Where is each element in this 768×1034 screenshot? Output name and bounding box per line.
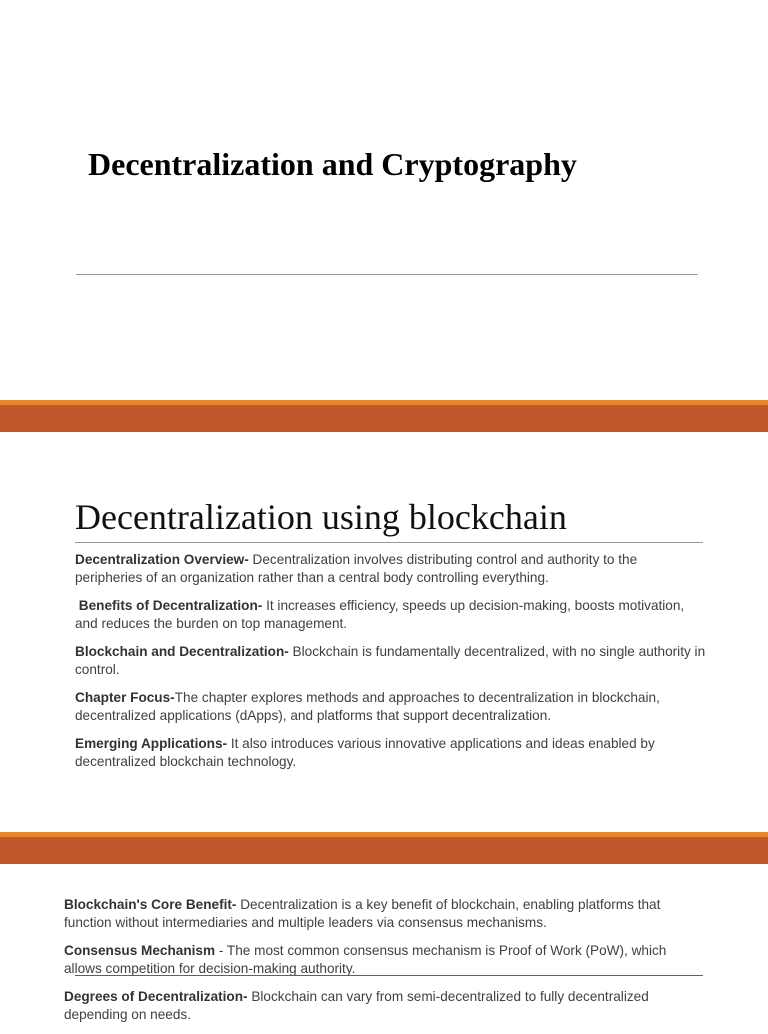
bullet-heading: Chapter Focus- [75, 690, 175, 705]
bullet-heading: Benefits of Decentralization- [75, 598, 263, 613]
bullet-list [64, 896, 704, 1034]
heading-divider [75, 542, 703, 543]
bullet-heading: Decentralization Overview- [75, 552, 249, 567]
bullet-list [75, 551, 707, 781]
bullet-item [75, 551, 707, 587]
bullet-text: Blockchain is fundamentally decentralized, with no single authority in control. [75, 644, 706, 677]
slide-heading: Decentralization using blockchain [75, 497, 567, 537]
bullet-text: Decentralization involves distributing control and authority to the peripheries of an organization rather than a central body controlling everything. [75, 552, 638, 585]
bullet-heading: Blockchain's Core Benefit- [64, 897, 237, 912]
bullet-item [75, 735, 707, 771]
bullet-text: It also introduces various innovative applications and ideas enabled by decentralized blockchain technology. [75, 736, 655, 769]
bullet-text: Blockchain can vary from semi-decentralized to fully decentralized depending on needs. [64, 989, 649, 1022]
bullet-heading: Blockchain and Decentralization- [75, 644, 289, 659]
bullet-text: It increases efficiency, speeds up decision-making, boosts motivation, and reduces the burden on top management. [75, 598, 685, 631]
bullet-item [64, 896, 704, 932]
title-divider [76, 274, 698, 275]
bullet-item [64, 942, 704, 978]
overlay-divider [75, 975, 703, 976]
slide-title: Decentralization and Cryptography [88, 146, 577, 182]
bullet-text: Decentralization is a key benefit of blockchain, enabling platforms that function without intermediaries and multiple leaders via consensus mechanisms. [64, 897, 661, 930]
slide-separator-band [0, 400, 768, 432]
bullet-item [64, 988, 704, 1024]
bullet-item [75, 689, 707, 725]
content-slide-blockchain-benefits [0, 864, 768, 1024]
bullet-item [75, 597, 707, 633]
title-slide [0, 0, 768, 400]
bullet-item [75, 643, 707, 679]
content-slide-decentralization [0, 432, 768, 832]
bullet-heading: Degrees of Decentralization- [64, 989, 248, 1004]
bullet-heading: Emerging Applications- [75, 736, 228, 751]
bullet-text: The chapter explores methods and approaches to decentralization in blockchain, decentralized applications (dApps), and platforms that support decentralization. [75, 690, 660, 723]
slide-separator-band [0, 832, 768, 864]
bullet-text: - The most common consensus mechanism is Proof of Work (PoW), which allows competition for decision-making authority. [64, 943, 667, 976]
bullet-heading: Consensus Mechanism [64, 943, 216, 958]
